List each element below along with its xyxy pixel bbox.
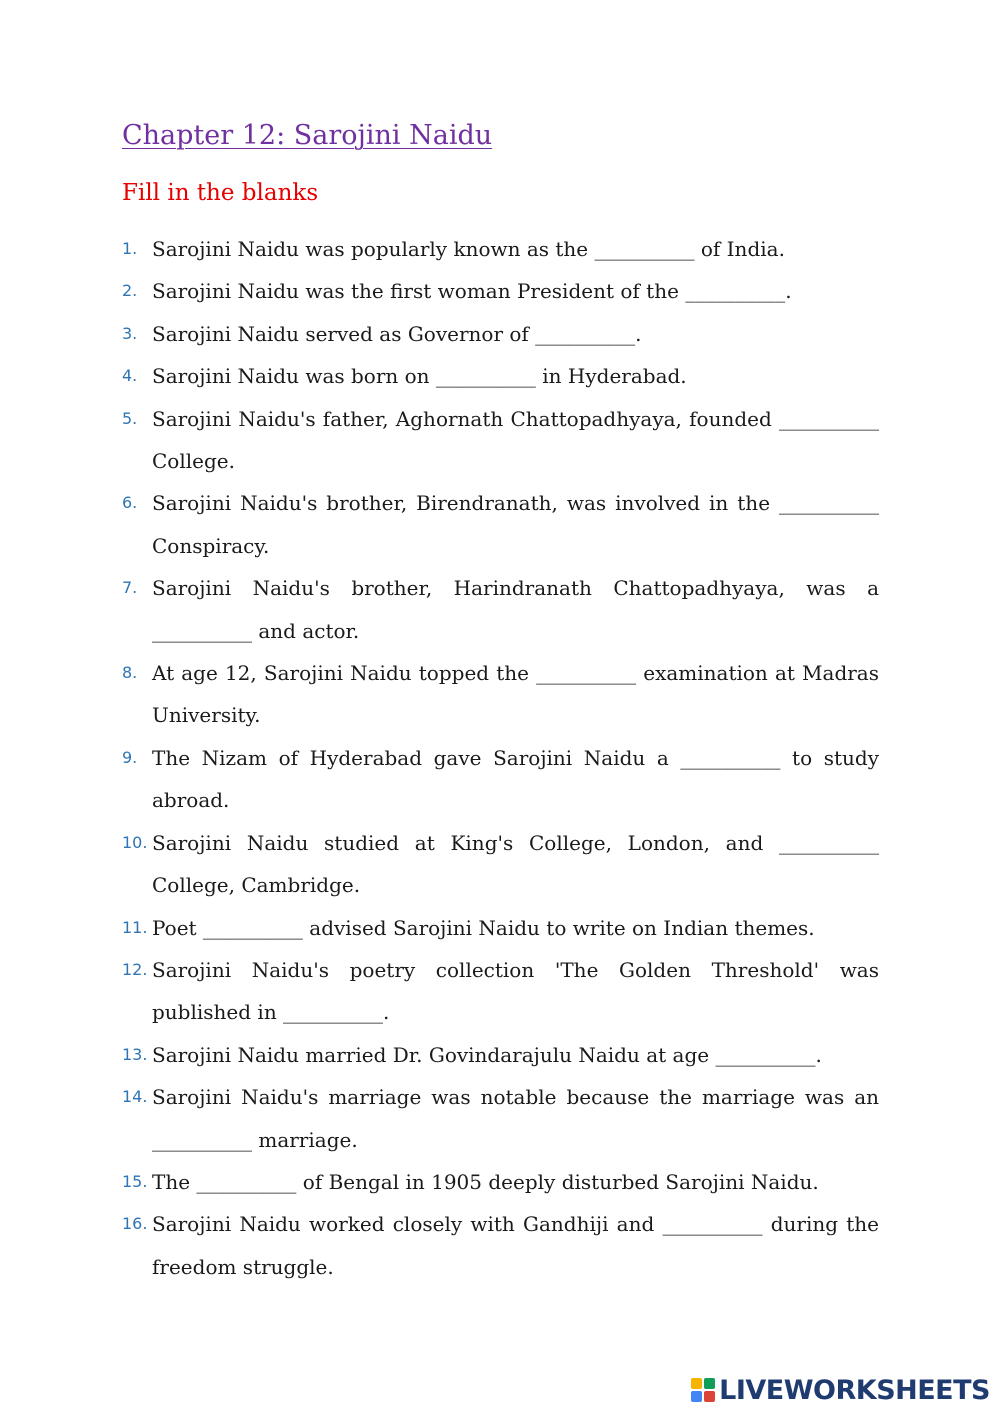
question-text: At age 12, Sarojini Naidu topped the __________ examination at Madras University. (152, 661, 879, 728)
question-item (122, 652, 879, 737)
liveworksheets-logo-text: LIVEWORKSHEETS (719, 1374, 990, 1406)
question-number: 6. (122, 493, 138, 513)
question-item (122, 1161, 879, 1203)
question-text: Sarojini Naidu's marriage was notable because the marriage was an __________ marriage. (152, 1085, 879, 1152)
question-number: 2. (122, 281, 138, 301)
question-number: 12. (122, 959, 148, 979)
question-text: Poet __________ advised Sarojini Naidu to write on Indian themes. (152, 915, 815, 940)
logo-square-green (704, 1378, 715, 1389)
question-text: Sarojini Naidu was popularly known as the __________ of India. (152, 237, 785, 261)
question-number: 9. (122, 747, 138, 767)
question-number: 14. (122, 1087, 148, 1107)
question-item (122, 1076, 879, 1161)
question-item (122, 1034, 879, 1076)
question-item (122, 355, 879, 397)
question-number: 4. (122, 366, 138, 386)
question-text: Sarojini Naidu worked closely with Gandhiji and __________ during the freedom struggle. (152, 1212, 879, 1279)
question-number: 11. (122, 917, 148, 937)
question-list (122, 228, 879, 1288)
question-number: 15. (122, 1171, 148, 1191)
question-item (122, 482, 879, 567)
section-heading: Fill in the blanks (122, 180, 319, 206)
question-item (122, 737, 879, 822)
question-item (122, 567, 879, 652)
question-text: Sarojini Naidu served as Governor of __________. (152, 321, 642, 346)
liveworksheets-logo[interactable] (691, 1372, 990, 1408)
question-item (122, 270, 879, 312)
chapter-title: Chapter 12: Sarojini Naidu (122, 120, 493, 151)
question-item (122, 907, 879, 949)
question-text: The Nizam of Hyderabad gave Sarojini Naidu a __________ to study abroad. (152, 745, 879, 813)
question-number: 13. (122, 1044, 148, 1064)
question-text: Sarojini Naidu's poetry collection 'The Golden Threshold' was published in __________. (152, 957, 879, 1025)
question-number: 8. (122, 663, 138, 683)
question-number: 10. (122, 832, 148, 852)
question-text: Sarojini Naidu's brother, Birendranath, was involved in the __________ Conspiracy. (152, 491, 879, 558)
question-item (122, 228, 879, 270)
question-text: Sarojini Naidu was born on __________ in Hyderabad. (152, 364, 687, 389)
logo-square-red (704, 1391, 715, 1402)
logo-square-yellow (691, 1378, 702, 1389)
liveworksheets-logo-icon (691, 1378, 715, 1402)
logo-square-blue (691, 1391, 702, 1402)
question-item (122, 398, 879, 483)
question-number: 7. (122, 578, 138, 598)
question-text: Sarojini Naidu's brother, Harindranath Chattopadhyaya, was a __________ and actor. (152, 576, 879, 643)
question-text: Sarojini Naidu's father, Aghornath Chattopadhyaya, founded __________ College. (152, 406, 879, 474)
question-item (122, 313, 879, 355)
question-number: 1. (122, 239, 138, 258)
question-text: Sarojini Naidu married Dr. Govindarajulu Naidu at age __________. (152, 1042, 822, 1067)
question-number: 16. (122, 1214, 148, 1234)
question-item (122, 1203, 879, 1288)
question-text: Sarojini Naidu studied at King's College, London, and __________ College, Cambridge. (152, 830, 879, 898)
question-number: 5. (122, 408, 138, 428)
question-item (122, 949, 879, 1034)
question-text: The __________ of Bengal in 1905 deeply disturbed Sarojini Naidu. (152, 1169, 819, 1194)
question-text: Sarojini Naidu was the first woman President of the __________. (152, 279, 792, 304)
question-number: 3. (122, 323, 138, 343)
question-item (122, 822, 879, 907)
